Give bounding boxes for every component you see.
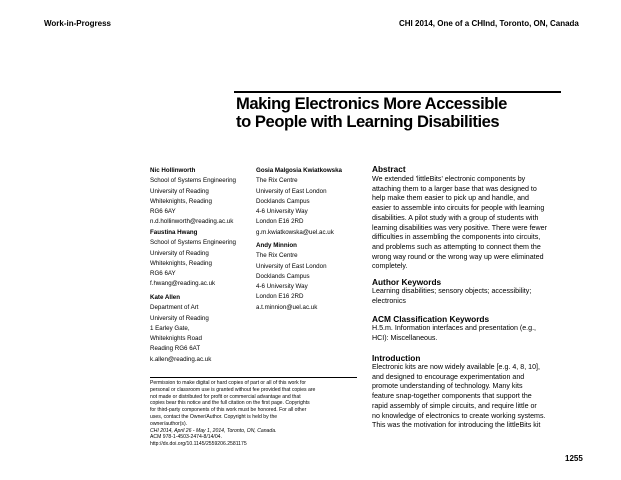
author-affiliation: University of East London — [256, 187, 327, 195]
author-affiliation: Reading RG6 6AT — [150, 345, 201, 353]
page-number: 1255 — [565, 454, 583, 463]
author-affiliation: Whiteknights Road — [150, 335, 202, 343]
author-affiliation: Whiteknights, Reading — [150, 197, 212, 205]
author-affiliation: RG6 6AY — [150, 270, 176, 278]
acm-heading: ACM Classification Keywords — [372, 314, 490, 324]
title-line: to People with Learning Disabilities — [236, 112, 500, 131]
doi-link[interactable]: http://dx.doi.org/10.1145/2559206.2581175 — [150, 441, 247, 448]
author-affiliation: University of East London — [256, 262, 327, 270]
permission-line: personal or classroom use is granted without fee provided that copies are — [150, 386, 316, 393]
author-affiliation: Department of Art — [150, 304, 199, 312]
permission-line: owner/author(s). — [150, 420, 188, 427]
keywords-heading: Author Keywords — [372, 277, 442, 287]
text-line: HCI): Miscellaneous. — [372, 333, 438, 342]
author-affiliation: University of Reading — [150, 249, 209, 257]
text-line: easier to assemble into circuits for people with learning — [372, 204, 545, 213]
introduction-heading: Introduction — [372, 353, 421, 363]
author-block — [256, 241, 327, 313]
paper-title — [236, 95, 596, 131]
author-affiliation: Docklands Campus — [256, 197, 310, 205]
author-email: k.allen@reading.ac.uk — [150, 355, 212, 363]
author-affiliation: 1 Earley Gate, — [150, 324, 190, 332]
author-affiliation: University of Reading — [150, 187, 209, 195]
abstract-text — [372, 175, 587, 272]
author-affiliation: University of Reading — [150, 314, 209, 322]
author-affiliation: Whiteknights, Reading — [150, 259, 212, 267]
text-line: learning disabilities was very positive. There were fewer — [372, 223, 547, 232]
author-affiliation: 4-6 University Way — [256, 283, 308, 291]
introduction-text — [372, 363, 587, 431]
author-name: Gosia Malgosia Kwiatkowska — [256, 167, 342, 174]
permission-line: Permission to make digital or hard copies of part or all of this work for — [150, 380, 306, 386]
text-line: difficulties in assembling the components into circuits, — [372, 233, 541, 242]
author-affiliation: The Rix Centre — [256, 252, 298, 260]
running-header-left: Work-in-Progress — [44, 19, 111, 28]
author-email: a.t.minnion@uel.ac.uk — [256, 303, 318, 311]
title-rule — [234, 91, 561, 93]
author-email: f.hwang@reading.ac.uk — [150, 280, 216, 288]
acm-text — [372, 324, 587, 343]
author-affiliation: London E16 2RD — [256, 218, 304, 226]
title-line: Making Electronics More Accessible — [236, 94, 507, 113]
author-name: Andy Minnion — [256, 242, 297, 249]
text-line: Electronic kits are now widely available [e.g. 4, 8, 10], — [372, 363, 540, 371]
text-line: feature snap-together components that support the — [372, 392, 532, 401]
text-line: This was the motivation for introducing the littleBits kit — [372, 421, 541, 430]
permission-line: copies bear this notice and the full citation on the first page. Copyrights — [150, 400, 310, 407]
text-line: help make them easier to pick up and handle, and — [372, 194, 529, 203]
author-block — [150, 166, 236, 228]
text-line: electronics — [372, 296, 406, 305]
author-block — [150, 293, 211, 365]
permission-rule — [150, 377, 357, 378]
permission-line: not made or distributed for profit or commercial advantage and that — [150, 393, 301, 400]
text-line: and designed to encourage experimentation and — [372, 372, 525, 381]
author-email: g.m.kwiatkowska@uel.ac.uk — [256, 228, 334, 236]
keywords-text — [372, 287, 587, 306]
author-affiliation: Docklands Campus — [256, 272, 310, 280]
permission-notice — [150, 380, 365, 448]
author-name: Faustina Hwang — [150, 229, 198, 236]
text-line: rapid assembly of simple circuits, and require little or — [372, 401, 537, 410]
author-name: Nic Hollinworth — [150, 167, 196, 174]
permission-line: CHI 2014, April 26 - May 1, 2014, Toronto, ON, Canada. — [150, 427, 277, 434]
permission-line: for third-party components of this work must be honored. For all other — [150, 407, 307, 414]
author-affiliation: School of Systems Engineering — [150, 239, 236, 247]
text-line: attaching them to a larger base that was designed to — [372, 184, 537, 193]
permission-line: uses, contact the Owner/Author. Copyright is held by the — [150, 413, 278, 420]
permission-line: ACM 978-1-4503-2474-8/14/04. — [150, 434, 222, 441]
text-line: promote understanding of technology. Many kits — [372, 382, 523, 391]
author-affiliation: RG6 6AY — [150, 208, 176, 216]
author-affiliation: 4-6 University Way — [256, 208, 308, 216]
text-line: wrong way round or the wrong way up were eliminated — [372, 252, 544, 261]
text-line: and problems such as attempting to connect them the — [372, 242, 541, 251]
author-name: Kate Allen — [150, 294, 181, 301]
author-affiliation: School of Systems Engineering — [150, 177, 236, 185]
abstract-heading: Abstract — [372, 164, 406, 174]
text-line: H.5.m. Information interfaces and presentation (e.g., — [372, 324, 537, 332]
author-block — [150, 228, 236, 290]
text-line: Learning disabilities; sensory objects; accessibility; — [372, 287, 532, 295]
text-line: completely. — [372, 262, 408, 271]
author-block — [256, 166, 342, 238]
author-affiliation: The Rix Centre — [256, 177, 298, 185]
author-affiliation: London E16 2RD — [256, 293, 304, 301]
text-line: We extended 'littleBits' electronic components by — [372, 175, 526, 183]
text-line: disabilities. A pilot study with a group of students with — [372, 213, 539, 222]
text-line: no knowledge of electronics to create working systems. — [372, 411, 546, 420]
running-header-right: CHI 2014, One of a CHInd, Toronto, ON, Canada — [399, 19, 579, 28]
author-email: n.d.hollinworth@reading.ac.uk — [150, 218, 234, 226]
